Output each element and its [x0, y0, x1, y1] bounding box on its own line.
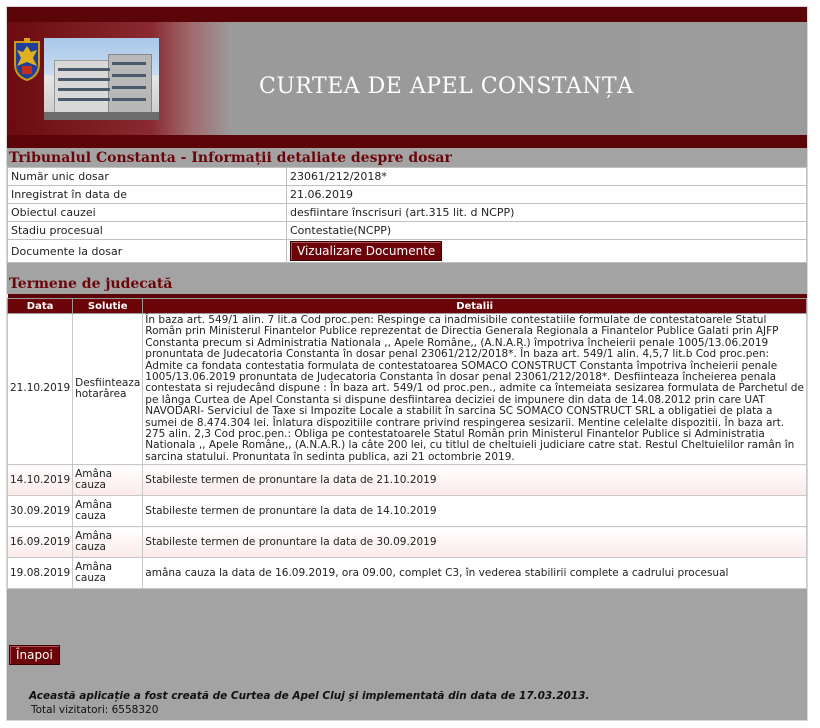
- case-info-table: [7, 167, 807, 263]
- hearing-date: 19.08.2019: [8, 558, 73, 589]
- view-documents-button[interactable]: Vizualizare Documente: [290, 241, 442, 261]
- case-info-row: [8, 240, 807, 263]
- court-title: CURTEA DE APEL CONSTANȚA: [259, 74, 634, 99]
- hearings-table: [7, 294, 807, 589]
- column-header-details: Detalii: [143, 299, 807, 314]
- court-building-image: [44, 38, 159, 120]
- column-header-date: Data: [8, 299, 73, 314]
- case-info-label: Inregistrat în data de: [8, 186, 287, 204]
- header-banner: [7, 22, 807, 135]
- hearing-solution: Amâna cauza: [73, 465, 143, 496]
- coat-of-arms-icon: [9, 38, 45, 82]
- case-info-value: Contestatie(NCPP): [287, 222, 807, 240]
- hearing-row: [8, 527, 807, 558]
- top-band: [7, 7, 807, 22]
- case-info-value: desfiintare înscrisuri (art.315 lit. d NCPP): [287, 204, 807, 222]
- hearings-section-title: Termene de judecată: [7, 273, 807, 294]
- documents-cell: [287, 240, 807, 263]
- header-bottom-band: [7, 135, 807, 148]
- case-info-row: [8, 168, 807, 186]
- documents-label: Documente la dosar: [8, 240, 287, 263]
- case-info-label: Obiectul cauzei: [8, 204, 287, 222]
- hearing-details: Stabileste termen de pronuntare la data de 30.09.2019: [143, 527, 807, 558]
- hearing-row: [8, 558, 807, 589]
- case-info-value: 23061/212/2018*: [287, 168, 807, 186]
- hearing-details: amâna cauza la data de 16.09.2019, ora 09.00, complet C3, în vederea stabilirii complete a cadrului procesual: [143, 558, 807, 589]
- case-info-row: [8, 204, 807, 222]
- hearing-solution: Amâna cauza: [73, 527, 143, 558]
- case-info-row: [8, 222, 807, 240]
- hearing-date: 14.10.2019: [8, 465, 73, 496]
- hearing-date: 16.09.2019: [8, 527, 73, 558]
- footer-credit: Această aplicație a fost creată de Curtea de Apel Cluj și implementată din data de 17.03.2013.: [29, 690, 590, 702]
- hearings-header-row: [8, 299, 807, 314]
- hearing-row: [8, 314, 807, 465]
- hearing-date: 21.10.2019: [8, 314, 73, 465]
- page-frame: [6, 6, 808, 721]
- hearing-row: [8, 496, 807, 527]
- case-info-row: [8, 186, 807, 204]
- hearing-solution: Desfiinteaza hotarârea: [73, 314, 143, 465]
- case-info-label: Stadiu procesual: [8, 222, 287, 240]
- case-info-value: 21.06.2019: [287, 186, 807, 204]
- back-button[interactable]: Înapoi: [9, 645, 60, 665]
- case-section-title: Tribunalul Constanta - Informații detaliate despre dosar: [7, 148, 807, 167]
- hearing-row: [8, 465, 807, 496]
- column-header-solution: Solutie: [73, 299, 143, 314]
- hearing-date: 30.09.2019: [8, 496, 73, 527]
- visitor-counter: Total vizitatori: 6558320: [31, 704, 159, 716]
- case-info-label: Număr unic dosar: [8, 168, 287, 186]
- hearing-details: În baza art. 549/1 alin. 7 lit.a Cod proc.pen: Respinge ca inadmisibile contestatiile formulate de contestatoarele Statul Român prin Ministerul Finantelor Publice reprezentat de Directia Generala Regionala a Finantelor Publice Galati prin AJFP Constanta precum si Administratia Nationala ,, Apele Române,, (A.N.A.R.) împotriva încheierii penale 1005/13.06.2019 pronuntata de Judecatoria Constanta în dosar penal 23061/212/2018*. În baza art. 549/1 alin. 4,5,7 lit.b Cod proc.pen: Admite ca fondata contestatia formulata de contestatoarea SOMACO CONSTRUCT Constanta împotriva încheierii penale 1005/13.06.2019 pronuntata de Judecatoria Constanta în dosar penal 23061/212/2018*. Desfiinteaza încheierea penala contestata si rejudecând dispune : În baza art. 549/1 od proc.pen., admite ca întemeiata sesizarea formulata de Parchetul de pe lânga Curtea de Apel Constanta si dispune desfiintarea deciziei de impunere din data de 14.08.2012 prin care UAT NAVODARI- Serviciul de Taxe si Impozite Locale a stabilit în sarcina SC SOMACO CONSTRUCT SRL a obligatiei de plata a sumei de 8.474.304 lei. Înlatura dispozitiile contrare privind respingerea sesizarii. Mentine celelalte dispozitii. În baza art. 275 alin. 2,3 Cod proc.pen.: Obliga pe contestatoarele Statul Român prin Ministerul Finantelor Publice si Administratia Nationala ,, Apele Române,, (A.N.A.R.) la câte 200 lei, cu titlul de cheltuieli judiciare catre stat. Restul Cheltuielilor ramân în sarcina statului. Pronuntata în sedinta publica, azi 21 octombrie 2019.: [143, 314, 807, 465]
- hearing-details: Stabileste termen de pronuntare la data de 21.10.2019: [143, 465, 807, 496]
- hearing-solution: Amâna cauza: [73, 558, 143, 589]
- hearing-details: Stabileste termen de pronuntare la data de 14.10.2019: [143, 496, 807, 527]
- hearing-solution: Amâna cauza: [73, 496, 143, 527]
